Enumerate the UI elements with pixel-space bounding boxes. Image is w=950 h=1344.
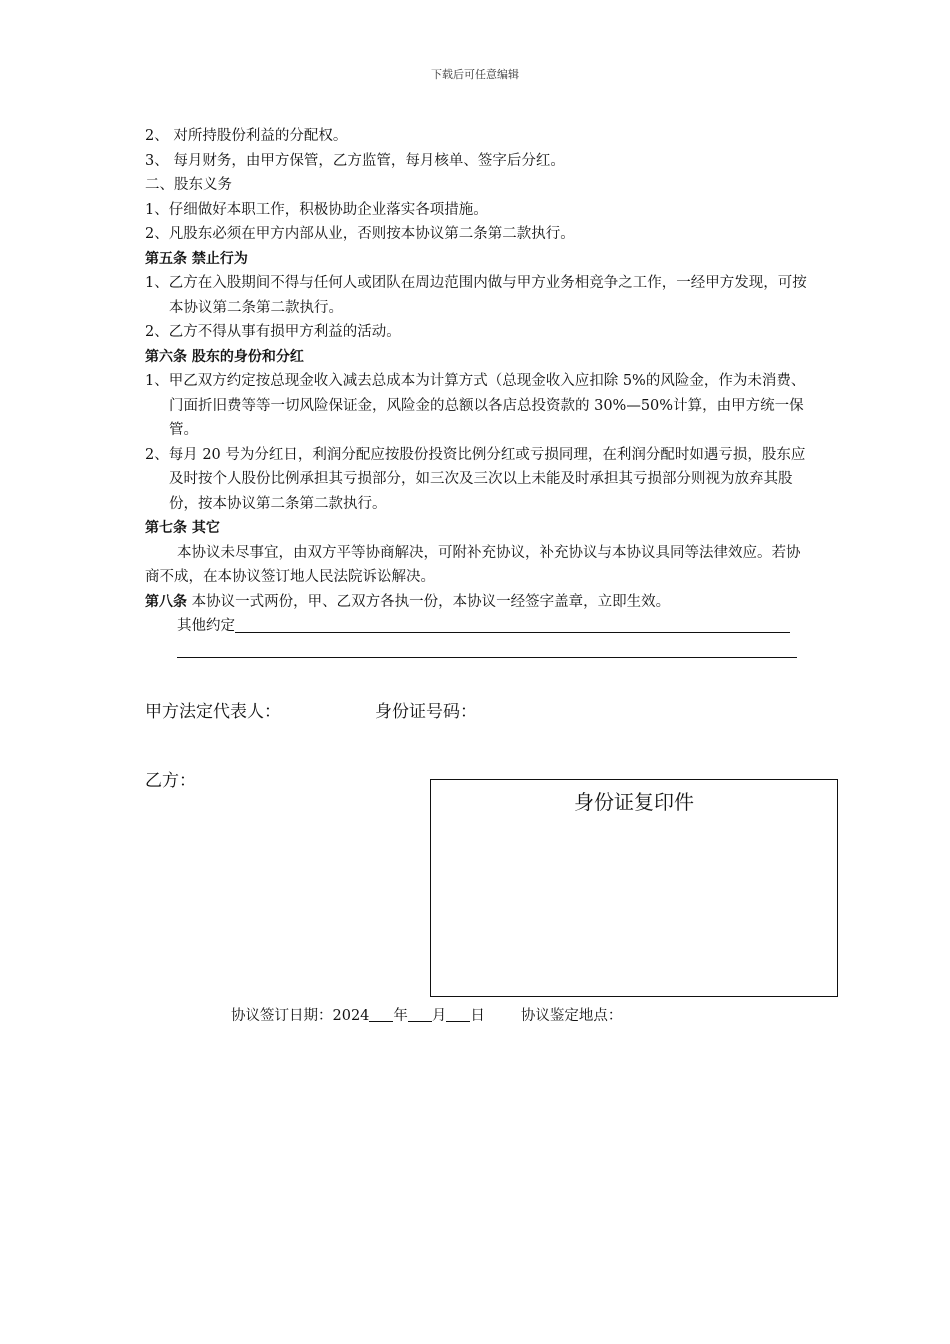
day-blank	[446, 1005, 470, 1022]
article-6-item-1: 1、甲乙双方约定按总现金收入减去总成本为计算方式（总现金收入应扣除 5%的风险金，作为未消费、门面折旧费等等一切风险保证金，风险金的总额以各店总投资款的 30%—50%计算，由甲方统一保管。	[145, 373, 806, 438]
document-body	[145, 124, 810, 663]
other-agreement-blank-1	[235, 614, 790, 633]
article-8-body: 本协议一式两份，甲、乙双方各执一份，本协议一经签字盖章，立即生效。	[187, 593, 671, 610]
party-b-row	[145, 769, 196, 793]
article-8-title: 第八条	[145, 593, 187, 610]
article-8	[145, 590, 810, 615]
month-label: 月	[431, 1008, 447, 1024]
month-blank	[408, 1005, 432, 1022]
party-a-label: 甲方法定代表人：	[145, 702, 281, 722]
article-7-title: 第七条 其它	[145, 520, 220, 536]
article-5-item-2: 2、乙方不得从事有损甲方利益的活动。	[145, 324, 401, 340]
day-label: 日	[470, 1008, 485, 1024]
other-agreement-label: 其他约定	[177, 618, 235, 634]
other-agreement-row	[145, 614, 810, 639]
party-b-label: 乙方：	[145, 771, 196, 791]
article-7-body: 本协议未尽事宜，由双方平等协商解决，可附补充协议，补充协议与本协议具同等法律效应。若协商不成，在本协议签订地人民法院诉讼解决。	[145, 544, 801, 585]
article-6-item-2: 2、每月 20 号为分红日，利润分配应按股份投资比例分红或亏损同理，在利润分配时如遇亏损，股东应及时按个人股份比例承担其亏损部分，如三次及三次以上未能及时承担其亏损部分则视为放弃其股份，按本协议第二条第二款执行。	[145, 446, 806, 512]
year-blank	[369, 1005, 393, 1022]
other-agreement-row-2	[145, 639, 810, 664]
article-5-item-1: 1、乙方在入股期间不得与任何人或团队在周边范围内做与甲方业务相竞争之工作，一经甲方发现，可按本协议第二条第二款执行。	[145, 275, 807, 316]
rights-item-3: 3、 每月财务，由甲方保管，乙方监管，每月核单、签字后分红。	[145, 152, 565, 169]
rights-item-2: 2、 对所持股份利益的分配权。	[145, 128, 348, 144]
id-copy-title: 身份证复印件	[574, 790, 694, 814]
obligation-item-1: 1、仔细做好本职工作，积极协助企业落实各项措施。	[145, 201, 488, 218]
section-obligations-heading: 二、股东义务	[145, 177, 232, 193]
party-a-row	[145, 700, 477, 724]
obligation-item-2: 2、凡股东必须在甲方内部从业，否则按本协议第二条第二款执行。	[145, 226, 575, 242]
article-6-title: 第六条 股东的身份和分红	[145, 348, 304, 365]
other-agreement-blank-2	[177, 639, 797, 658]
id-copy-box	[430, 779, 838, 997]
signing-info	[231, 1004, 622, 1025]
signing-date-label: 协议签订日期：2024	[231, 1008, 370, 1024]
id-number-label: 身份证号码：	[375, 702, 477, 722]
year-label: 年	[393, 1008, 408, 1024]
article-5-title: 第五条 禁止行为	[145, 250, 248, 267]
signing-place-label: 协议鉴定地点：	[520, 1008, 623, 1024]
page-header: 下载后可任意编辑	[431, 68, 519, 81]
